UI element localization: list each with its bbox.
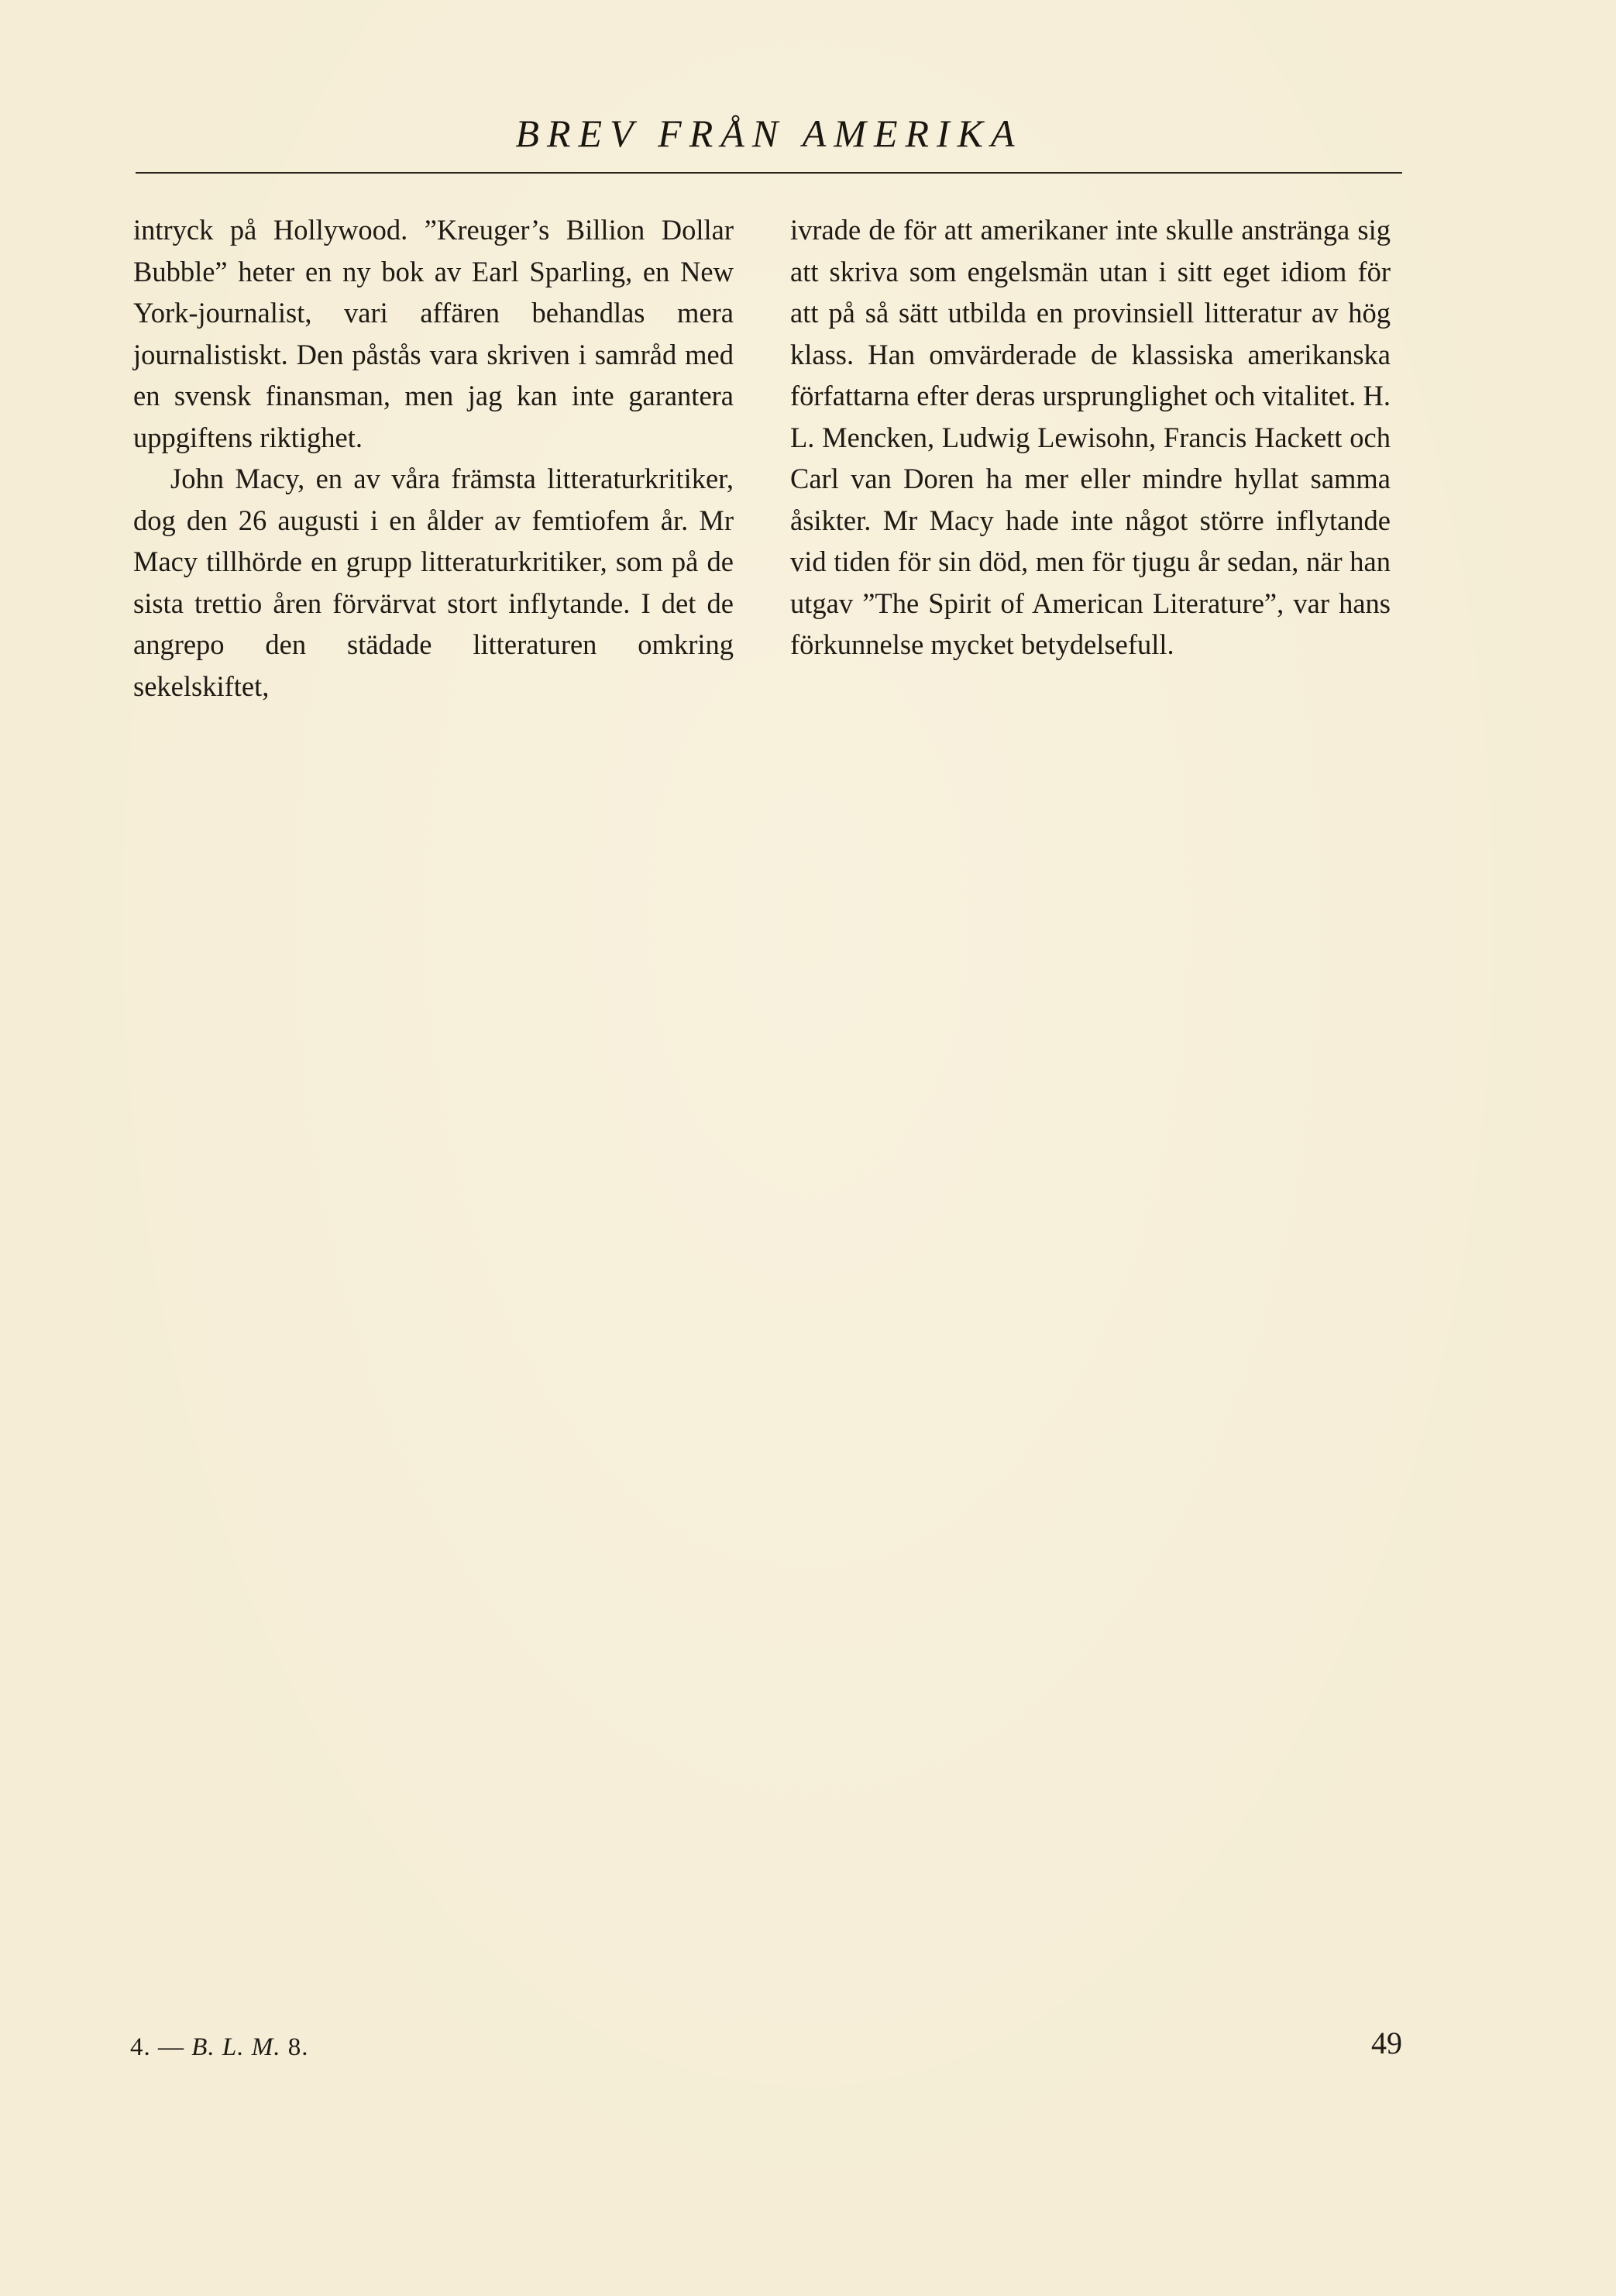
running-head: BREV FRÅN AMERIKA xyxy=(515,112,1023,155)
signature-journal: B. L. M. xyxy=(191,2033,281,2061)
left-column xyxy=(133,209,734,707)
signature-number: 4. xyxy=(130,2033,151,2061)
left-paragraph-1: intryck på Hollywood. ”Kreuger’s Billion Dollar Bubble” heter en ny bok av Earl Sparling, en New York-journalist, vari affären behandlas mera journalistiskt. Den påstås vara skriven i samråd med en svensk finansman, men jag kan inte garantera uppgiftens riktighet. xyxy=(133,214,734,453)
right-column xyxy=(790,209,1391,666)
page-number: 49 xyxy=(1371,2026,1402,2060)
printer-signature xyxy=(130,2030,309,2064)
left-paragraph-2: John Macy, en av våra främsta litteraturkritiker, dog den 26 augusti i en ålder av femtiofem år. Mr Macy tillhörde en grupp litteraturkritiker, som på de sista trettio åren förvärvat stort inflytande. I det de angrepo den städade litteraturen omkring sekelskiftet, xyxy=(133,463,734,702)
right-paragraph-1: ivrade de för att amerikaner inte skulle anstränga sig att skriva som engelsmän utan i sitt eget idiom för att på så sätt utbilda en provinsiell litteratur av hög klass. Han omvärderade de klassiska amerikanska författarna efter deras ursprunglighet och vitalitet. H. L. Mencken, Ludwig Lewisohn, Francis Hackett och Carl van Doren ha mer eller mindre hyllat samma åsikter. Mr Macy hade inte något större inflytande vid tiden för sin död, men för tjugu år sedan, när han utgav ”The Spirit of American Literature”, var hans förkunnelse mycket betydelsefull. xyxy=(790,214,1391,660)
header-rule xyxy=(136,172,1402,174)
signature-issue: 8. xyxy=(287,2033,309,2061)
signature-dash: — xyxy=(158,2033,184,2061)
